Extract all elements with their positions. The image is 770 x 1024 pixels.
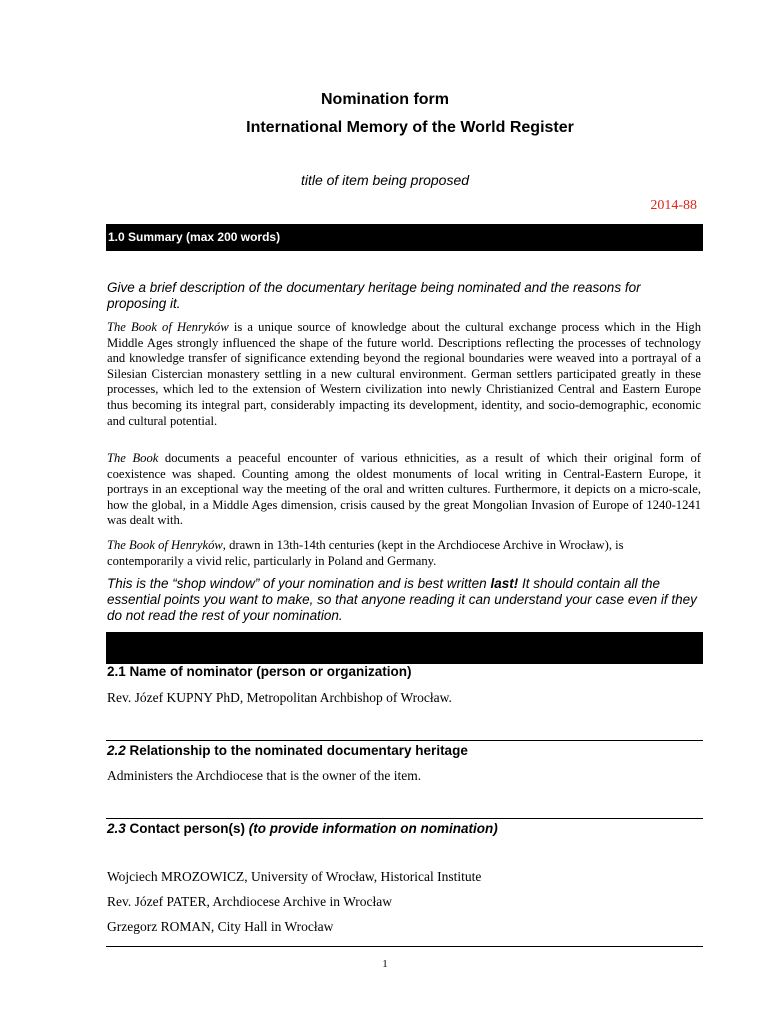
register-title: International Memory of the World Register <box>246 119 574 136</box>
book-title: The Book of Henryków <box>107 538 223 552</box>
relationship-value: Administers the Archdiocese that is the owner of the item. <box>107 768 422 783</box>
summary-paragraph-3-text: , drawn in 13th-14th centuries (kept in the Archdiocese Archive in Wrocław), is contemporarily a vivid relic, particularly in Poland and Germany. <box>107 538 624 568</box>
book-title: The Book <box>107 451 159 465</box>
summary-paragraph-3 <box>107 538 701 569</box>
summary-paragraph-2-text: documents a peaceful encounter of various ethnicities, as a result of which their original form of coexistence was shaped. Counting among the oldest monuments of local writing in Central-Eastern Europe, it portrays in an exceptional way the meeting of the oral and written cultures. Furthermore, it depicts on a micro-scale, how the global, in a Middle Ages dimension, crisis caused by the great Mongolian Invasion of Europe of 1240-1241 was dealt with. <box>107 451 701 528</box>
summary-paragraph-1 <box>107 320 701 429</box>
section-2-1-heading: 2.1 Name of nominator (person or organization) <box>107 664 412 679</box>
divider <box>106 740 703 741</box>
page-number: 1 <box>382 958 388 970</box>
item-title-placeholder: title of item being proposed <box>300 172 470 188</box>
section-2-3-number: 2.3 <box>107 821 126 836</box>
contact-person: Rev. Józef PATER, Archdiocese Archive in Wrocław <box>107 894 393 909</box>
section-2-2-title: Relationship to the nominated documentary heritage <box>125 743 468 758</box>
nominator-name: Rev. Józef KUPNY PhD, Metropolitan Archbishop of Wrocław. <box>107 690 452 705</box>
guidance-note-text-end: It should contain all the essential points you want to make, so that anyone reading it can understand your case even if they do not read the rest of your nomination. <box>107 576 697 623</box>
section-1-heading: 1.0 Summary (max 200 words) <box>108 230 281 244</box>
guidance-note-text: This is the “shop window” of your nomination and is best written <box>107 576 491 591</box>
guidance-note-emphasis: last! <box>490 576 519 591</box>
section-1-instruction: Give a brief description of the documentary heritage being nominated and the reasons for proposing it. <box>107 280 641 311</box>
contact-person: Wojciech MROZOWICZ, University of Wrocław, Historical Institute <box>107 869 482 884</box>
section-1-guidance-note <box>107 576 707 624</box>
form-title: Nomination form <box>321 91 449 108</box>
section-2-3-note: (to provide information on nomination) <box>248 821 498 836</box>
summary-paragraph-1-text: is a unique source of knowledge about the cultural exchange process which in the High Middle Ages strongly influenced the shape of the future world. Descriptions reflecting the processes of technology and knowledge transfer of significance extending beyond the regional boundaries were weaved into a portrayal of a Silesian Cistercian monastery settling in a new cultural environment. German settlers participated greatly in these processes, which led to the extension of Western civilization into newly Christianized Central and Eastern Europe thus becoming its integral part, considerably impacting its development, identity, and socio-demographic, economic and cultural potential. <box>107 320 701 428</box>
section-2-2-heading <box>107 743 468 758</box>
section-2-3-title: Contact person(s) <box>125 821 249 836</box>
divider <box>106 818 703 819</box>
section-2-header-bar <box>106 632 703 664</box>
section-1-header-bar <box>106 224 703 251</box>
section-2-2-number: 2.2 <box>107 743 126 758</box>
book-title: The Book of Henryków <box>107 320 229 334</box>
summary-paragraph-2 <box>107 451 701 529</box>
contact-person: Grzegorz ROMAN, City Hall in Wrocław <box>107 919 334 934</box>
section-2-3-heading <box>107 821 498 836</box>
footer-divider <box>106 946 703 947</box>
reference-number: 2014-88 <box>650 198 697 213</box>
